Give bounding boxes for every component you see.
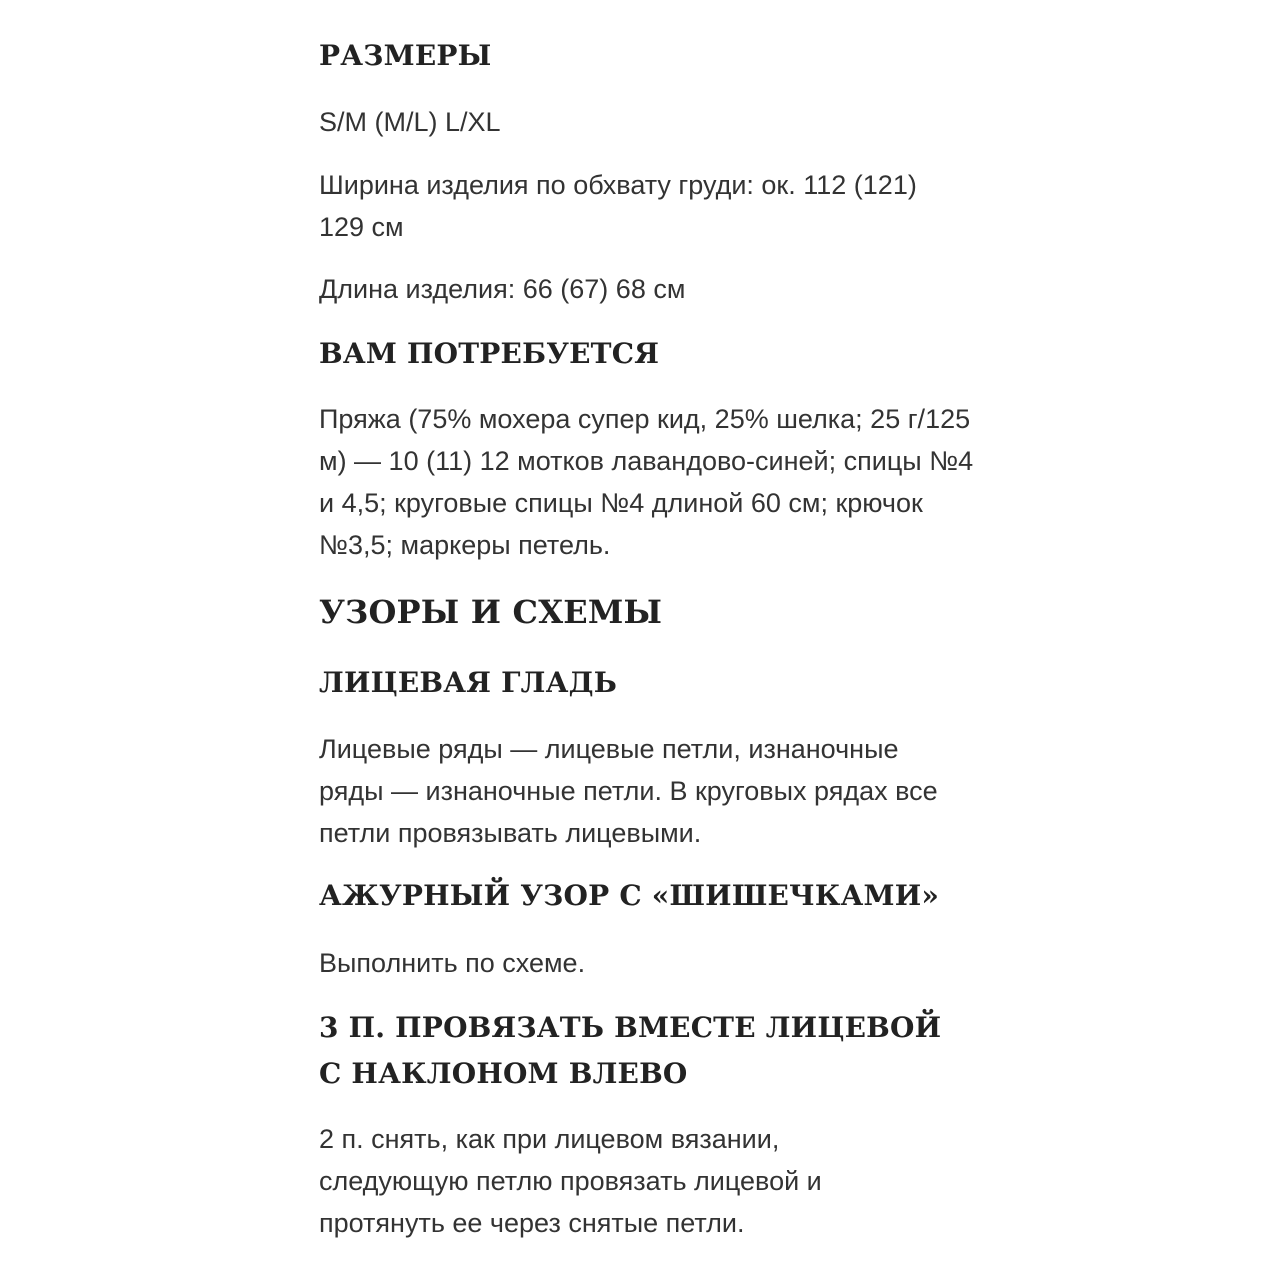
sizes-heading: РАЗМЕРЫ (319, 39, 492, 72)
stockinette-text: Лицевые ряды — лицевые петли, изнаночные ряды — изнаночные петли. В круговых рядах все петли провязывать лицевыми. (319, 734, 938, 848)
patterns-heading: УЗОРЫ И СХЕМЫ (319, 593, 663, 631)
k3tog-heading: 3 П. ПРОВЯЗАТЬ ВМЕСТЕ ЛИЦЕВОЙ С НАКЛОНОМ ВЛЕВО (319, 1011, 942, 1090)
length-text: Длина изделия: 66 (67) 68 см (319, 274, 686, 304)
stockinette-heading: ЛИЦЕВАЯ ГЛАДЬ (319, 666, 618, 699)
needs-text: Пряжа (75% мохера супер кид, 25% шелка; 25 г/125 м) — 10 (11) 12 мотков лавандово-синей; спицы №4 и 4,5; круговые спицы №4 длиной 60 см; крючок №3,5; маркеры петель. (319, 404, 974, 560)
sizes-text: S/M (M/L) L/XL (319, 107, 501, 137)
lace-text: Выполнить по схеме. (319, 948, 586, 978)
width-text: Ширина изделия по обхвату груди: ок. 112 (121) 129 см (319, 170, 917, 242)
lace-heading: АЖУРНЫЙ УЗОР С «ШИШЕЧКАМИ» (319, 879, 940, 912)
k3tog-text: 2 п. снять, как при лицевом вязании, следующую петлю провязать лицевой и протянуть ее через снятые петли. (319, 1124, 822, 1238)
needs-heading: ВАМ ПОТРЕБУЕТСЯ (319, 337, 660, 370)
